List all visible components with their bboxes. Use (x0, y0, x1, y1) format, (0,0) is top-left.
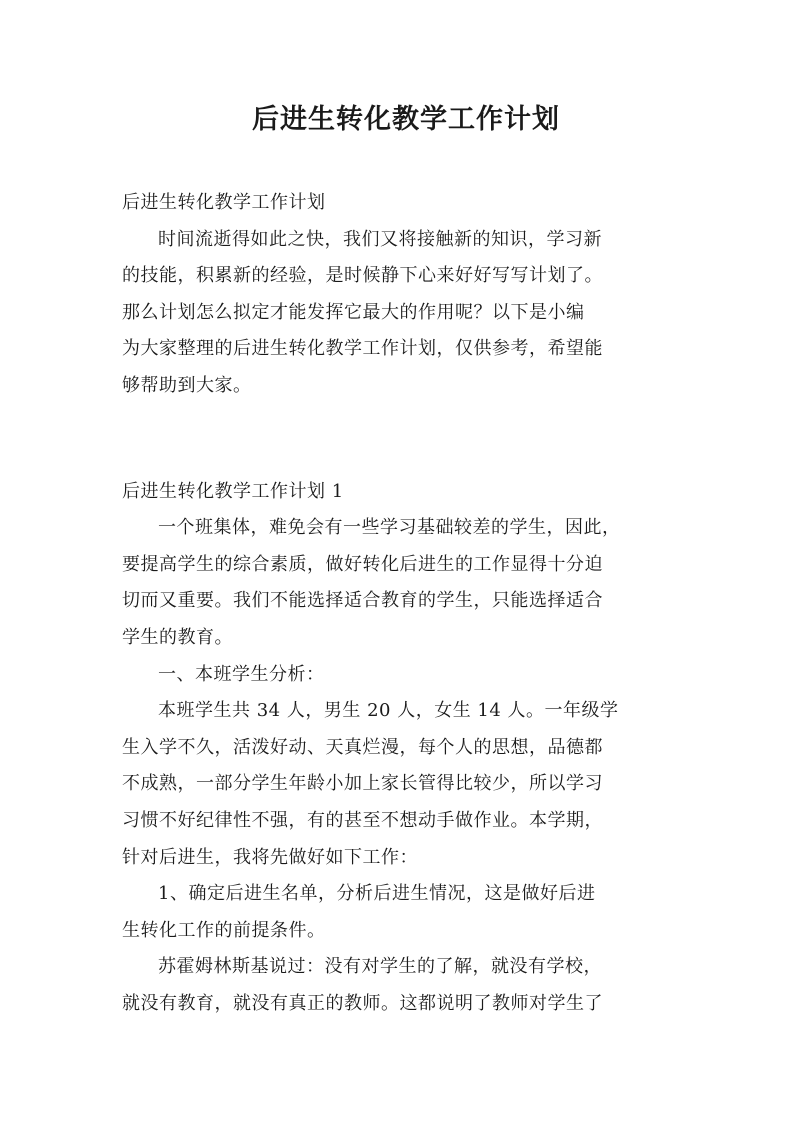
text-line: 时间流逝得如此之快，我们又将接触新的知识，学习新 (158, 228, 602, 250)
text-line: 的技能，积累新的经验，是时候静下心来好好写写计划了。 (122, 265, 603, 287)
text-line: 后进生转化教学工作计划 (122, 192, 326, 213)
text-line: 切而又重要。我们不能选择适合教育的学生，只能选择适合 (122, 590, 603, 612)
paragraph-gap (122, 421, 690, 458)
text-line: 就没有教育，就没有真正的教师。这都说明了教师对学生了 (122, 992, 603, 1014)
text-line: 生入学不久，活泼好动、天真烂漫，每个人的思想，品德都 (122, 736, 603, 758)
text-line: 要提高学生的综合素质，做好转化后进生的工作显得十分迫 (122, 553, 603, 575)
document-title: 后进生转化教学工作计划 (252, 104, 560, 135)
text-line: 为大家整理的后进生转化教学工作计划，仅供参考，希望能 (122, 338, 603, 360)
text-line: 本班学生共 34 人，男生 20 人，女生 14 人。一年级学 (158, 700, 619, 722)
text-line: 习惯不好纪律性不强，有的甚至不想动手做作业。本学期， (122, 809, 603, 831)
text-line: 苏霍姆林斯基说过：没有对学生的了解，就没有学校， (158, 956, 602, 978)
text-line: 针对后进生，我将先做好如下工作： (122, 846, 418, 868)
text-line: 后进生转化教学工作计划 1 (122, 480, 344, 502)
document-body (122, 185, 690, 1022)
text-line: 那么计划怎么拟定才能发挥它最大的作用呢？以下是小编 (122, 301, 585, 323)
text-line: 生转化工作的前提条件。 (122, 919, 326, 941)
text-line: 一个班集体，难免会有一些学习基础较差的学生，因此， (158, 517, 621, 539)
text-line: 1、确定后进生名单，分析后进生情况，这是做好后进 (158, 883, 596, 905)
text-line: 不成熟，一部分学生年龄小加上家长管得比较少，所以学习 (122, 773, 603, 795)
text-line: 够帮助到大家。 (122, 374, 252, 396)
text-line: 学生的教育。 (122, 626, 233, 648)
text-line: 一、本班学生分析： (158, 663, 325, 685)
